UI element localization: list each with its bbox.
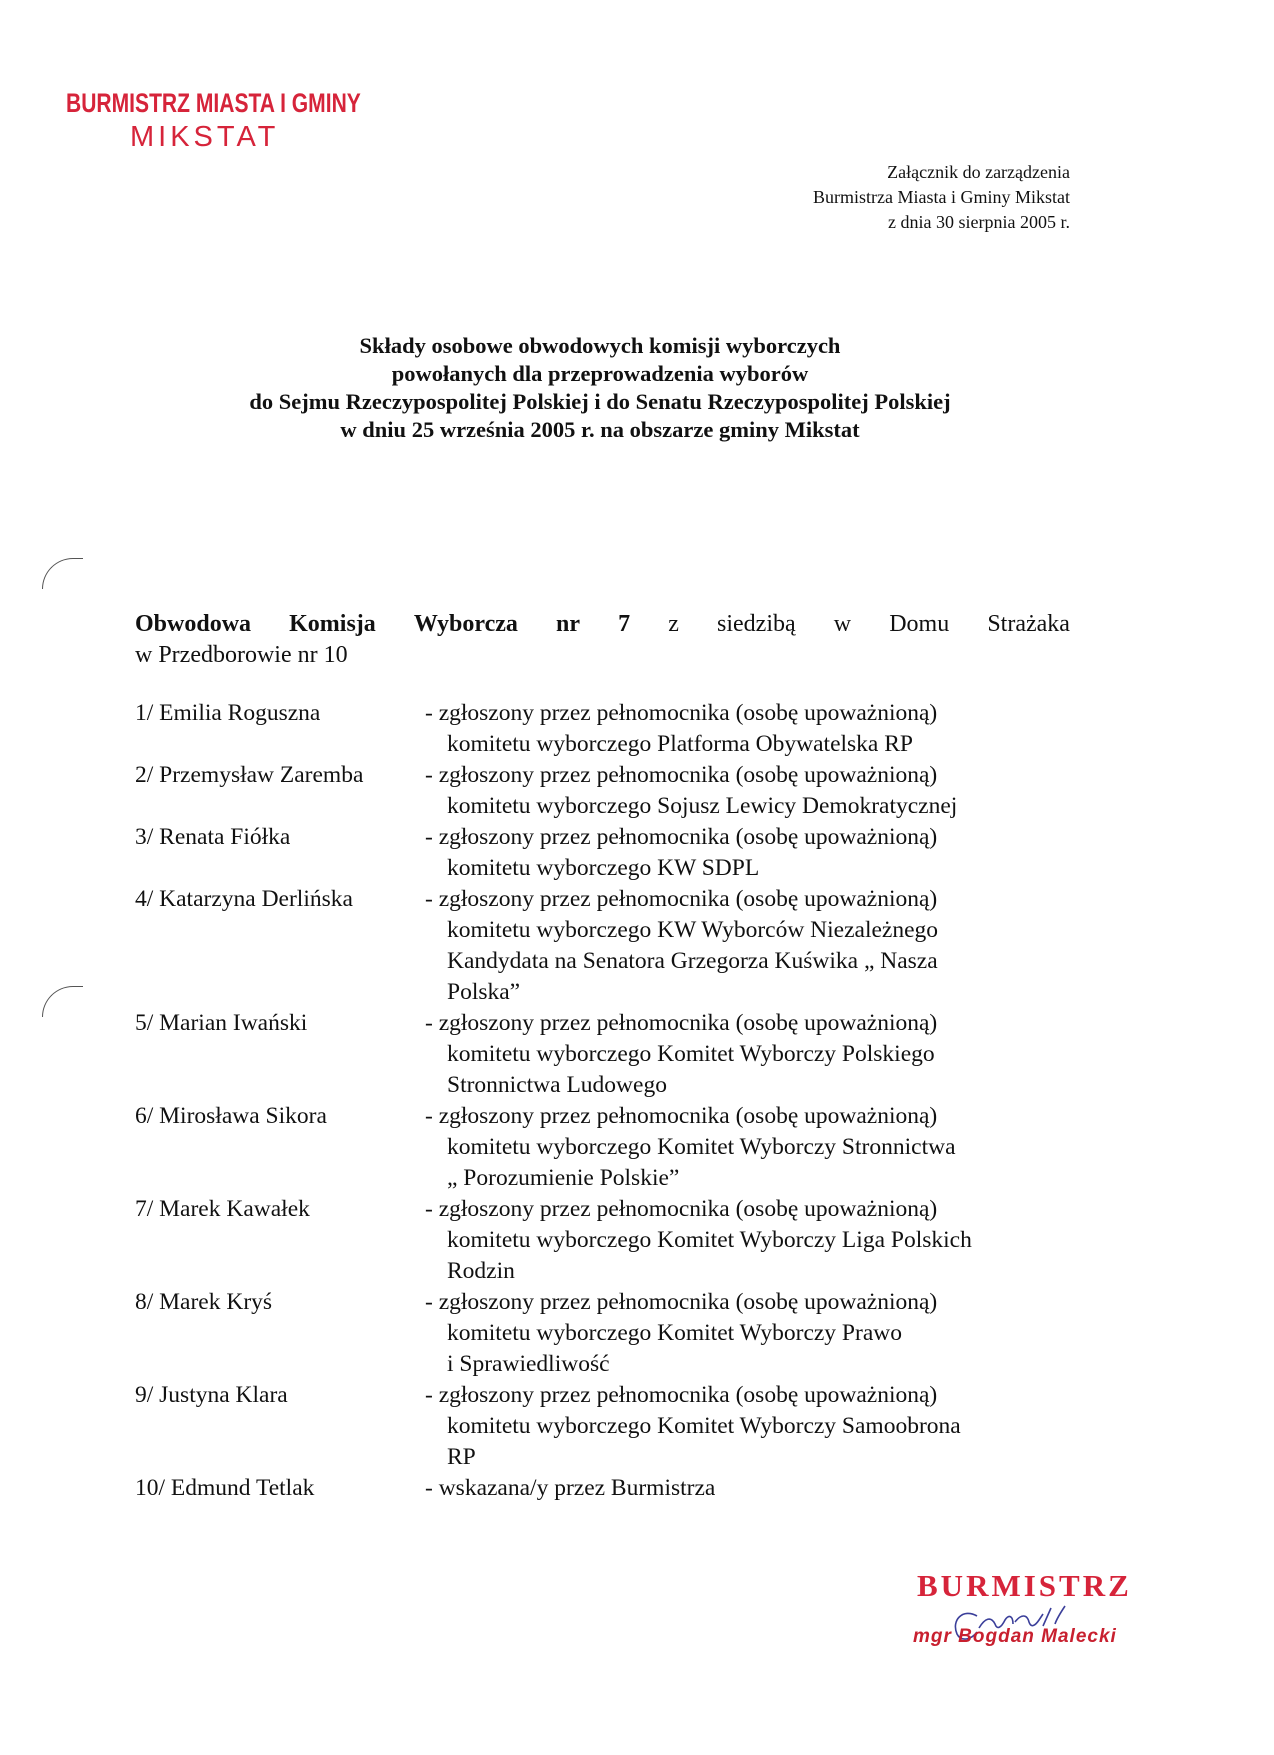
nomination-first-line: - zgłoszony przez pełnomocnika (osobę upoważnioną) [425,762,938,788]
committee-word: siedzibą [717,611,796,637]
member-name: 6/ Mirosława Sikora [135,1103,327,1129]
member-row [135,1380,1085,1473]
nomination-continuation: komitetu wyborczego Komitet Wyborczy Polskiego [447,1041,935,1067]
committee-heading-line-2: w Przedborowie nr 10 [135,642,348,668]
member-nomination [425,1473,1085,1504]
committee-word: nr [556,611,581,637]
nomination-continuation: komitetu wyborczego KW SDPL [447,855,760,881]
nomination-continuation: komitetu wyborczego Platforma Obywatelska RP [447,731,913,757]
punch-hole-mark [42,986,83,1017]
committee-word: Obwodowa [135,611,252,637]
nomination-continuation: Stronnictwa Ludowego [447,1072,667,1098]
member-row [135,760,1085,822]
member-name: 10/ Edmund Tetlak [135,1475,315,1501]
member-nomination [425,760,1085,822]
member-name: 7/ Marek Kawałek [135,1196,310,1222]
nomination-first-line: - wskazana/y przez Burmistrza [425,1475,716,1501]
member-row [135,1008,1085,1101]
stamp-line-1: BURMISTRZ MIASTA I GMINY [66,88,361,118]
nomination-continuation: Kandydata na Senatora Grzegorza Kuświka „ Nasza [447,948,938,974]
nomination-continuation: komitetu wyborczego KW Wyborców Niezależnego [447,917,939,943]
nomination-continuation: komitetu wyborczego Komitet Wyborczy Samoobrona [447,1413,961,1439]
member-name: 2/ Przemysław Zaremba [135,762,364,788]
committee-word: Strażaka [987,611,1070,637]
member-nomination [425,1008,1085,1101]
nomination-continuation: RP [447,1444,476,1470]
member-name: 1/ Emilia Roguszna [135,700,321,726]
member-row [135,822,1085,884]
member-nomination [425,698,1085,760]
handwritten-signature [905,1568,1135,1668]
nomination-first-line: - zgłoszony przez pełnomocnika (osobę upoważnioną) [425,700,938,726]
document-title [120,332,1080,444]
nomination-continuation: i Sprawiedliwość [447,1351,610,1377]
title-line-1: Składy osobowe obwodowych komisji wyborczych [359,333,841,358]
committee-word: z [668,611,679,637]
nomination-continuation: komitetu wyborczego Komitet Wyborczy Liga Polskich [447,1227,972,1253]
member-row [135,1194,1085,1287]
committee-heading [135,609,1070,671]
nomination-continuation: komitetu wyborczego Sojusz Lewicy Demokratycznej [447,793,958,819]
punch-hole-mark [42,558,83,589]
committee-word: Wyborcza [413,611,518,637]
member-nomination [425,884,1085,1008]
member-row [135,1101,1085,1194]
annex-line-2: Burmistrza Miasta i Gminy Mikstat [813,187,1070,207]
stamp-line-2: MIKSTAT [130,121,280,153]
member-name: 9/ Justyna Klara [135,1382,288,1408]
nomination-first-line: - zgłoszony przez pełnomocnika (osobę upoważnioną) [425,824,938,850]
member-nomination [425,1380,1085,1473]
member-name: 8/ Marek Kryś [135,1289,273,1315]
nomination-first-line: - zgłoszony przez pełnomocnika (osobę upoważnioną) [425,1196,938,1222]
members-list [135,698,1085,1504]
stamp-title: BURMISTRZ [917,1568,1132,1603]
member-row [135,1473,1085,1504]
nomination-continuation: komitetu wyborczego Komitet Wyborczy Prawo [447,1320,902,1346]
member-name: 3/ Renata Fiółka [135,824,291,850]
nomination-continuation: Rodzin [447,1258,515,1284]
annex-line-1: Załącznik do zarządzenia [887,162,1070,182]
official-stamp-header [66,88,366,154]
nomination-continuation: Polska” [447,979,521,1005]
committee-word: Komisja [289,611,376,637]
nomination-first-line: - zgłoszony przez pełnomocnika (osobę upoważnioną) [425,1010,938,1036]
signature-stamp [905,1568,1135,1668]
member-row [135,698,1085,760]
title-line-2: powołanych dla przeprowadzenia wyborów [391,361,809,386]
member-row [135,1287,1085,1380]
title-line-3: do Sejmu Rzeczypospolitej Polskiej i do Senatu Rzeczypospolitej Polskiej [249,389,951,414]
member-row [135,884,1085,1008]
member-nomination [425,1287,1085,1380]
nomination-first-line: - zgłoszony przez pełnomocnika (osobę upoważnioną) [425,1103,938,1129]
member-nomination [425,822,1085,884]
annex-line-3: z dnia 30 sierpnia 2005 r. [888,212,1070,232]
nomination-continuation: „ Porozumienie Polskie” [447,1165,680,1191]
committee-word: 7 [618,611,631,637]
annex-note [813,160,1070,235]
nomination-continuation: komitetu wyborczego Komitet Wyborczy Stronnictwa [447,1134,956,1160]
member-nomination [425,1101,1085,1194]
nomination-first-line: - zgłoszony przez pełnomocnika (osobę upoważnioną) [425,886,938,912]
member-name: 4/ Katarzyna Derlińska [135,886,353,912]
committee-heading-line-1 [135,609,1070,640]
committee-word: Domu [889,611,950,637]
member-nomination [425,1194,1085,1287]
nomination-first-line: - zgłoszony przez pełnomocnika (osobę upoważnioną) [425,1289,938,1315]
signatory-name: mgr Bogdan Malecki [913,1626,1117,1647]
member-name: 5/ Marian Iwański [135,1010,308,1036]
title-line-4: w dniu 25 września 2005 r. na obszarze gminy Mikstat [340,417,860,442]
nomination-first-line: - zgłoszony przez pełnomocnika (osobę upoważnioną) [425,1382,938,1408]
committee-word: w [833,611,852,637]
